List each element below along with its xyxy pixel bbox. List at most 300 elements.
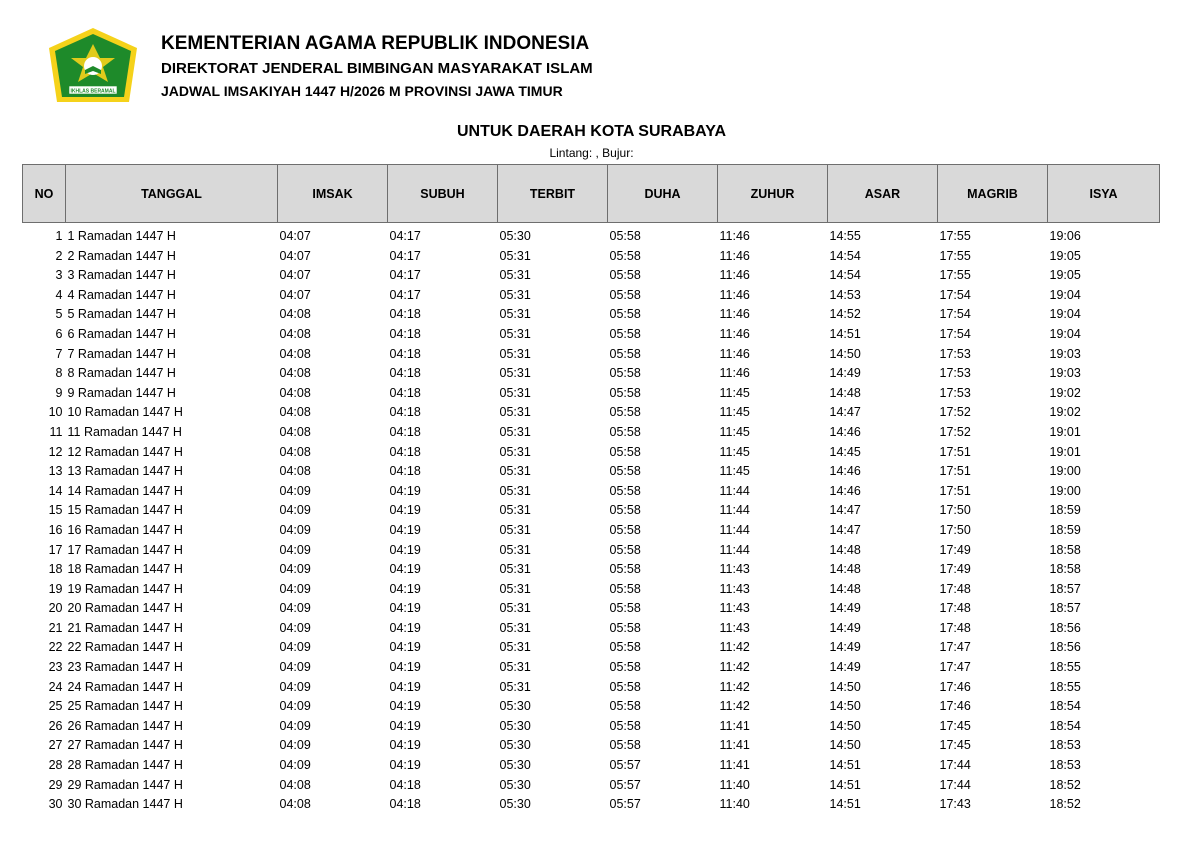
cell-duha: 05:58 (609, 287, 641, 302)
region-title: UNTUK DAERAH KOTA SURABAYA (456, 123, 727, 140)
cell-imsak: 04:09 (279, 718, 311, 733)
table-row (23, 286, 1160, 306)
cell-tanggal: 13 Ramadan 1447 H (67, 464, 183, 479)
directorate-title: DIREKTORAT JENDERAL BIMBINGAN MASYARAKAT ISLAM (161, 60, 593, 77)
cell-magrib: 17:45 (939, 738, 971, 753)
cell-subuh: 04:19 (389, 640, 421, 655)
cell-magrib: 17:49 (939, 542, 971, 557)
cell-imsak: 04:09 (279, 503, 311, 518)
cell-asar: 14:50 (829, 718, 861, 733)
cell-no: 7 (55, 346, 63, 361)
cell-terbit: 05:30 (499, 738, 531, 753)
cell-no: 14 (48, 483, 63, 498)
cell-imsak: 04:08 (279, 464, 311, 479)
cell-subuh: 04:19 (389, 660, 421, 675)
cell-subuh: 04:18 (389, 405, 421, 420)
cell-imsak: 04:09 (279, 562, 311, 577)
cell-no: 24 (48, 679, 63, 694)
table-row (23, 403, 1160, 423)
cell-no: 11 (49, 424, 63, 439)
table-row (23, 736, 1160, 756)
cell-no: 23 (48, 660, 63, 675)
table-row (23, 795, 1160, 815)
cell-asar: 14:48 (829, 542, 861, 557)
cell-isya: 19:06 (1049, 229, 1081, 243)
cell-isya: 18:54 (1049, 699, 1081, 714)
cell-duha: 05:58 (609, 542, 641, 557)
cell-zuhur: 11:44 (719, 503, 750, 518)
cell-no: 18 (48, 562, 63, 577)
cell-magrib: 17:53 (939, 366, 971, 381)
cell-magrib: 17:43 (939, 797, 971, 812)
cell-no: 5 (55, 307, 63, 322)
cell-asar: 14:55 (829, 229, 861, 243)
cell-duha: 05:58 (609, 366, 641, 381)
cell-isya: 18:59 (1049, 522, 1081, 537)
cell-magrib: 17:44 (939, 777, 971, 792)
cell-magrib: 17:51 (939, 444, 971, 459)
cell-subuh: 04:19 (389, 581, 421, 596)
schedule-title: JADWAL IMSAKIYAH 1447 H/2026 M PROVINSI JAWA TIMUR (161, 83, 563, 99)
table-row (23, 266, 1160, 286)
cell-tanggal: 24 Ramadan 1447 H (67, 679, 183, 694)
cell-duha: 05:58 (609, 562, 641, 577)
cell-imsak: 04:09 (279, 601, 311, 616)
cell-isya: 19:04 (1049, 326, 1081, 341)
cell-subuh: 04:18 (389, 777, 421, 792)
cell-terbit: 05:31 (499, 562, 531, 577)
cell-isya: 19:05 (1049, 268, 1081, 283)
cell-terbit: 05:31 (499, 385, 531, 400)
cell-duha: 05:58 (609, 405, 641, 420)
cell-isya: 19:03 (1049, 346, 1081, 361)
cell-asar: 14:49 (829, 640, 861, 655)
cell-duha: 05:58 (609, 601, 641, 616)
cell-magrib: 17:52 (939, 424, 971, 439)
cell-imsak: 04:08 (279, 797, 311, 812)
cell-no: 3 (55, 268, 63, 283)
cell-isya: 18:54 (1049, 718, 1081, 733)
table-body (23, 223, 1160, 815)
cell-asar: 14:46 (829, 483, 861, 498)
cell-terbit: 05:31 (499, 542, 531, 557)
cell-terbit: 05:31 (499, 346, 531, 361)
cell-terbit: 05:31 (499, 268, 531, 283)
table-row (23, 227, 1160, 247)
cell-tanggal: 21 Ramadan 1447 H (67, 620, 183, 635)
cell-no: 15 (48, 503, 63, 518)
coordinates-label: Lintang: , Bujur: (549, 146, 634, 160)
cell-duha: 05:58 (609, 483, 641, 498)
cell-no: 27 (48, 738, 63, 753)
cell-duha: 05:58 (609, 229, 641, 243)
cell-asar: 14:51 (829, 758, 861, 773)
cell-tanggal: 15 Ramadan 1447 H (67, 503, 183, 518)
cell-imsak: 04:08 (279, 385, 311, 400)
cell-magrib: 17:50 (939, 522, 971, 537)
cell-duha: 05:57 (609, 777, 641, 792)
cell-imsak: 04:07 (279, 287, 311, 302)
table-row (23, 501, 1160, 521)
table-row (23, 776, 1160, 796)
cell-zuhur: 11:46 (719, 268, 750, 283)
cell-terbit: 05:31 (499, 522, 531, 537)
cell-zuhur: 11:42 (719, 660, 750, 675)
cell-asar: 14:45 (829, 444, 861, 459)
cell-imsak: 04:09 (279, 620, 311, 635)
cell-zuhur: 11:46 (719, 229, 750, 243)
cell-no: 26 (48, 718, 63, 733)
cell-duha: 05:58 (609, 679, 641, 694)
cell-imsak: 04:08 (279, 346, 311, 361)
cell-imsak: 04:08 (279, 444, 311, 459)
cell-isya: 19:02 (1049, 385, 1081, 400)
cell-duha: 05:58 (609, 660, 641, 675)
table-row (23, 599, 1160, 619)
cell-subuh: 04:18 (389, 424, 421, 439)
cell-zuhur: 11:41 (719, 738, 750, 753)
cell-magrib: 17:47 (939, 640, 971, 655)
cell-subuh: 04:19 (389, 522, 421, 537)
cell-zuhur: 11:45 (719, 424, 750, 439)
cell-terbit: 05:31 (499, 287, 531, 302)
column-header-terbit: TERBIT (498, 165, 608, 223)
cell-subuh: 04:19 (389, 699, 421, 714)
cell-asar: 14:50 (829, 346, 861, 361)
cell-terbit: 05:30 (499, 718, 531, 733)
cell-magrib: 17:53 (939, 346, 971, 361)
cell-isya: 18:53 (1049, 758, 1081, 773)
cell-zuhur: 11:46 (719, 346, 750, 361)
cell-magrib: 17:54 (939, 287, 971, 302)
cell-subuh: 04:19 (389, 718, 421, 733)
cell-magrib: 17:45 (939, 718, 971, 733)
cell-no: 21 (48, 620, 63, 635)
cell-isya: 19:00 (1049, 464, 1081, 479)
cell-magrib: 17:48 (939, 601, 971, 616)
cell-asar: 14:48 (829, 562, 861, 577)
cell-imsak: 04:09 (279, 581, 311, 596)
cell-isya: 19:04 (1049, 307, 1081, 322)
cell-duha: 05:58 (609, 640, 641, 655)
cell-subuh: 04:18 (389, 464, 421, 479)
cell-asar: 14:49 (829, 366, 861, 381)
cell-subuh: 04:18 (389, 385, 421, 400)
cell-asar: 14:49 (829, 660, 861, 675)
cell-duha: 05:58 (609, 718, 641, 733)
column-header-asar: ASAR (828, 165, 938, 223)
cell-no: 29 (48, 777, 63, 792)
cell-isya: 18:58 (1049, 542, 1081, 557)
cell-zuhur: 11:42 (719, 679, 750, 694)
cell-duha: 05:58 (609, 503, 641, 518)
table-row (23, 678, 1160, 698)
cell-duha: 05:57 (609, 758, 641, 773)
cell-zuhur: 11:41 (719, 718, 750, 733)
cell-asar: 14:53 (829, 287, 861, 302)
cell-isya: 18:55 (1049, 660, 1081, 675)
cell-duha: 05:58 (609, 424, 641, 439)
cell-subuh: 04:19 (389, 483, 421, 498)
cell-asar: 14:54 (829, 268, 861, 283)
table-row (23, 384, 1160, 404)
cell-terbit: 05:31 (499, 464, 531, 479)
cell-no: 6 (55, 326, 63, 341)
cell-terbit: 05:30 (499, 229, 531, 243)
cell-tanggal: 8 Ramadan 1447 H (67, 366, 176, 381)
table-row (23, 443, 1160, 463)
cell-terbit: 05:31 (499, 307, 531, 322)
cell-asar: 14:46 (829, 424, 861, 439)
cell-magrib: 17:51 (939, 483, 971, 498)
cell-imsak: 04:08 (279, 424, 311, 439)
cell-subuh: 04:18 (389, 366, 421, 381)
cell-terbit: 05:31 (499, 424, 531, 439)
cell-subuh: 04:17 (389, 268, 421, 283)
cell-duha: 05:58 (609, 444, 641, 459)
cell-imsak: 04:07 (279, 268, 311, 283)
table-row (23, 423, 1160, 443)
cell-tanggal: 7 Ramadan 1447 H (67, 346, 176, 361)
cell-no: 1 (55, 229, 63, 243)
table-row (23, 658, 1160, 678)
table-row (23, 482, 1160, 502)
column-header-duha: DUHA (608, 165, 718, 223)
cell-zuhur: 11:43 (719, 562, 750, 577)
cell-terbit: 05:31 (499, 248, 531, 263)
cell-subuh: 04:19 (389, 562, 421, 577)
cell-asar: 14:50 (829, 699, 861, 714)
cell-imsak: 04:09 (279, 522, 311, 537)
cell-tanggal: 19 Ramadan 1447 H (67, 581, 183, 596)
cell-isya: 18:56 (1049, 640, 1081, 655)
cell-duha: 05:58 (609, 581, 641, 596)
cell-imsak: 04:08 (279, 326, 311, 341)
cell-isya: 19:00 (1049, 483, 1081, 498)
cell-zuhur: 11:43 (719, 601, 750, 616)
cell-tanggal: 3 Ramadan 1447 H (67, 268, 176, 283)
cell-magrib: 17:55 (939, 248, 971, 263)
cell-magrib: 17:51 (939, 464, 971, 479)
cell-magrib: 17:53 (939, 385, 971, 400)
cell-no: 17 (48, 542, 63, 557)
cell-zuhur: 11:44 (719, 522, 750, 537)
cell-imsak: 04:09 (279, 660, 311, 675)
table-row (23, 305, 1160, 325)
column-header-no: NO (23, 165, 66, 223)
cell-asar: 14:47 (829, 503, 861, 518)
cell-isya: 19:03 (1049, 366, 1081, 381)
ministry-title: KEMENTERIAN AGAMA REPUBLIK INDONESIA (161, 33, 590, 54)
cell-tanggal: 9 Ramadan 1447 H (67, 385, 176, 400)
imsakiyah-table (22, 164, 1160, 815)
cell-magrib: 17:54 (939, 307, 971, 322)
cell-asar: 14:51 (829, 777, 861, 792)
cell-terbit: 05:31 (499, 366, 531, 381)
table-row (23, 345, 1160, 365)
cell-terbit: 05:31 (499, 444, 531, 459)
cell-asar: 14:49 (829, 620, 861, 635)
cell-no: 10 (48, 405, 63, 420)
cell-subuh: 04:18 (389, 307, 421, 322)
cell-terbit: 05:31 (499, 503, 531, 518)
cell-duha: 05:58 (609, 268, 641, 283)
cell-tanggal: 16 Ramadan 1447 H (67, 522, 183, 537)
cell-magrib: 17:47 (939, 660, 971, 675)
cell-isya: 19:01 (1049, 444, 1081, 459)
cell-tanggal: 26 Ramadan 1447 H (67, 718, 183, 733)
cell-asar: 14:54 (829, 248, 861, 263)
cell-duha: 05:58 (609, 248, 641, 263)
table-row (23, 325, 1160, 345)
cell-duha: 05:58 (609, 307, 641, 322)
cell-asar: 14:50 (829, 738, 861, 753)
cell-subuh: 04:18 (389, 797, 421, 812)
cell-terbit: 05:31 (499, 660, 531, 675)
cell-magrib: 17:50 (939, 503, 971, 518)
cell-magrib: 17:48 (939, 581, 971, 596)
cell-no: 22 (48, 640, 63, 655)
cell-no: 20 (48, 601, 63, 616)
cell-isya: 19:01 (1049, 424, 1081, 439)
cell-subuh: 04:19 (389, 758, 421, 773)
cell-no: 9 (55, 385, 63, 400)
cell-subuh: 04:17 (389, 248, 421, 263)
cell-no: 13 (48, 464, 63, 479)
cell-imsak: 04:09 (279, 483, 311, 498)
cell-zuhur: 11:42 (719, 699, 750, 714)
cell-zuhur: 11:45 (719, 444, 750, 459)
cell-magrib: 17:55 (939, 229, 971, 243)
cell-no: 16 (48, 522, 63, 537)
cell-zuhur: 11:43 (719, 581, 750, 596)
cell-terbit: 05:31 (499, 620, 531, 635)
cell-tanggal: 30 Ramadan 1447 H (67, 797, 183, 812)
cell-duha: 05:58 (609, 699, 641, 714)
cell-asar: 14:51 (829, 797, 861, 812)
table-row (23, 521, 1160, 541)
cell-zuhur: 11:45 (719, 405, 750, 420)
cell-imsak: 04:09 (279, 758, 311, 773)
cell-subuh: 04:19 (389, 601, 421, 616)
cell-duha: 05:58 (609, 385, 641, 400)
cell-subuh: 04:19 (389, 738, 421, 753)
cell-zuhur: 11:46 (719, 326, 750, 341)
cell-imsak: 04:09 (279, 699, 311, 714)
cell-no: 4 (55, 287, 63, 302)
cell-zuhur: 11:44 (719, 483, 750, 498)
cell-magrib: 17:52 (939, 405, 971, 420)
column-header-isya: ISYA (1048, 165, 1160, 223)
cell-zuhur: 11:45 (719, 464, 750, 479)
cell-tanggal: 29 Ramadan 1447 H (67, 777, 183, 792)
cell-no: 25 (48, 699, 63, 714)
column-header-subuh: SUBUH (388, 165, 498, 223)
cell-terbit: 05:30 (499, 758, 531, 773)
cell-zuhur: 11:46 (719, 307, 750, 322)
cell-imsak: 04:08 (279, 307, 311, 322)
cell-asar: 14:46 (829, 464, 861, 479)
cell-magrib: 17:55 (939, 268, 971, 283)
cell-duha: 05:58 (609, 738, 641, 753)
column-header-tanggal: TANGGAL (66, 165, 278, 223)
cell-no: 2 (55, 248, 63, 263)
cell-no: 19 (48, 581, 63, 596)
cell-terbit: 05:31 (499, 601, 531, 616)
cell-asar: 14:47 (829, 405, 861, 420)
cell-subuh: 04:19 (389, 503, 421, 518)
cell-tanggal: 10 Ramadan 1447 H (67, 405, 183, 420)
cell-tanggal: 22 Ramadan 1447 H (67, 640, 183, 655)
cell-asar: 14:50 (829, 679, 861, 694)
cell-zuhur: 11:45 (719, 385, 750, 400)
cell-terbit: 05:31 (499, 640, 531, 655)
cell-magrib: 17:54 (939, 326, 971, 341)
cell-asar: 14:48 (829, 385, 861, 400)
cell-imsak: 04:09 (279, 679, 311, 694)
cell-tanggal: 23 Ramadan 1447 H (67, 660, 183, 675)
cell-zuhur: 11:41 (719, 758, 750, 773)
cell-tanggal: 6 Ramadan 1447 H (67, 326, 176, 341)
cell-subuh: 04:19 (389, 542, 421, 557)
cell-magrib: 17:48 (939, 620, 971, 635)
table-row (23, 619, 1160, 639)
column-header-zuhur: ZUHUR (718, 165, 828, 223)
cell-subuh: 04:18 (389, 444, 421, 459)
cell-duha: 05:58 (609, 620, 641, 635)
cell-isya: 19:04 (1049, 287, 1081, 302)
cell-subuh: 04:17 (389, 287, 421, 302)
cell-zuhur: 11:46 (719, 287, 750, 302)
cell-isya: 18:57 (1049, 581, 1081, 596)
cell-asar: 14:52 (829, 307, 861, 322)
cell-imsak: 04:08 (279, 777, 311, 792)
cell-subuh: 04:18 (389, 326, 421, 341)
cell-no: 8 (55, 366, 63, 381)
cell-terbit: 05:31 (499, 581, 531, 596)
cell-tanggal: 14 Ramadan 1447 H (67, 483, 183, 498)
cell-zuhur: 11:44 (719, 542, 750, 557)
cell-isya: 18:59 (1049, 503, 1081, 518)
cell-imsak: 04:07 (279, 248, 311, 263)
cell-zuhur: 11:42 (719, 640, 750, 655)
cell-duha: 05:58 (609, 346, 641, 361)
cell-zuhur: 11:40 (719, 797, 750, 812)
cell-zuhur: 11:40 (719, 777, 750, 792)
cell-imsak: 04:08 (279, 405, 311, 420)
cell-subuh: 04:18 (389, 346, 421, 361)
table-row (23, 717, 1160, 737)
cell-terbit: 05:30 (499, 777, 531, 792)
kemenag-emblem-logo (45, 26, 141, 108)
cell-tanggal: 28 Ramadan 1447 H (67, 758, 183, 773)
table-row (23, 462, 1160, 482)
cell-magrib: 17:44 (939, 758, 971, 773)
cell-imsak: 04:07 (279, 229, 311, 243)
cell-subuh: 04:19 (389, 620, 421, 635)
table-header-row (23, 165, 1160, 223)
cell-tanggal: 1 Ramadan 1447 H (67, 229, 176, 243)
table-row (23, 364, 1160, 384)
column-header-imsak: IMSAK (278, 165, 388, 223)
cell-tanggal: 27 Ramadan 1447 H (67, 738, 183, 753)
cell-tanggal: 2 Ramadan 1447 H (67, 248, 176, 263)
cell-isya: 18:52 (1049, 797, 1081, 812)
cell-tanggal: 17 Ramadan 1447 H (67, 542, 183, 557)
cell-asar: 14:49 (829, 601, 861, 616)
table-row (23, 247, 1160, 267)
cell-zuhur: 11:46 (719, 366, 750, 381)
